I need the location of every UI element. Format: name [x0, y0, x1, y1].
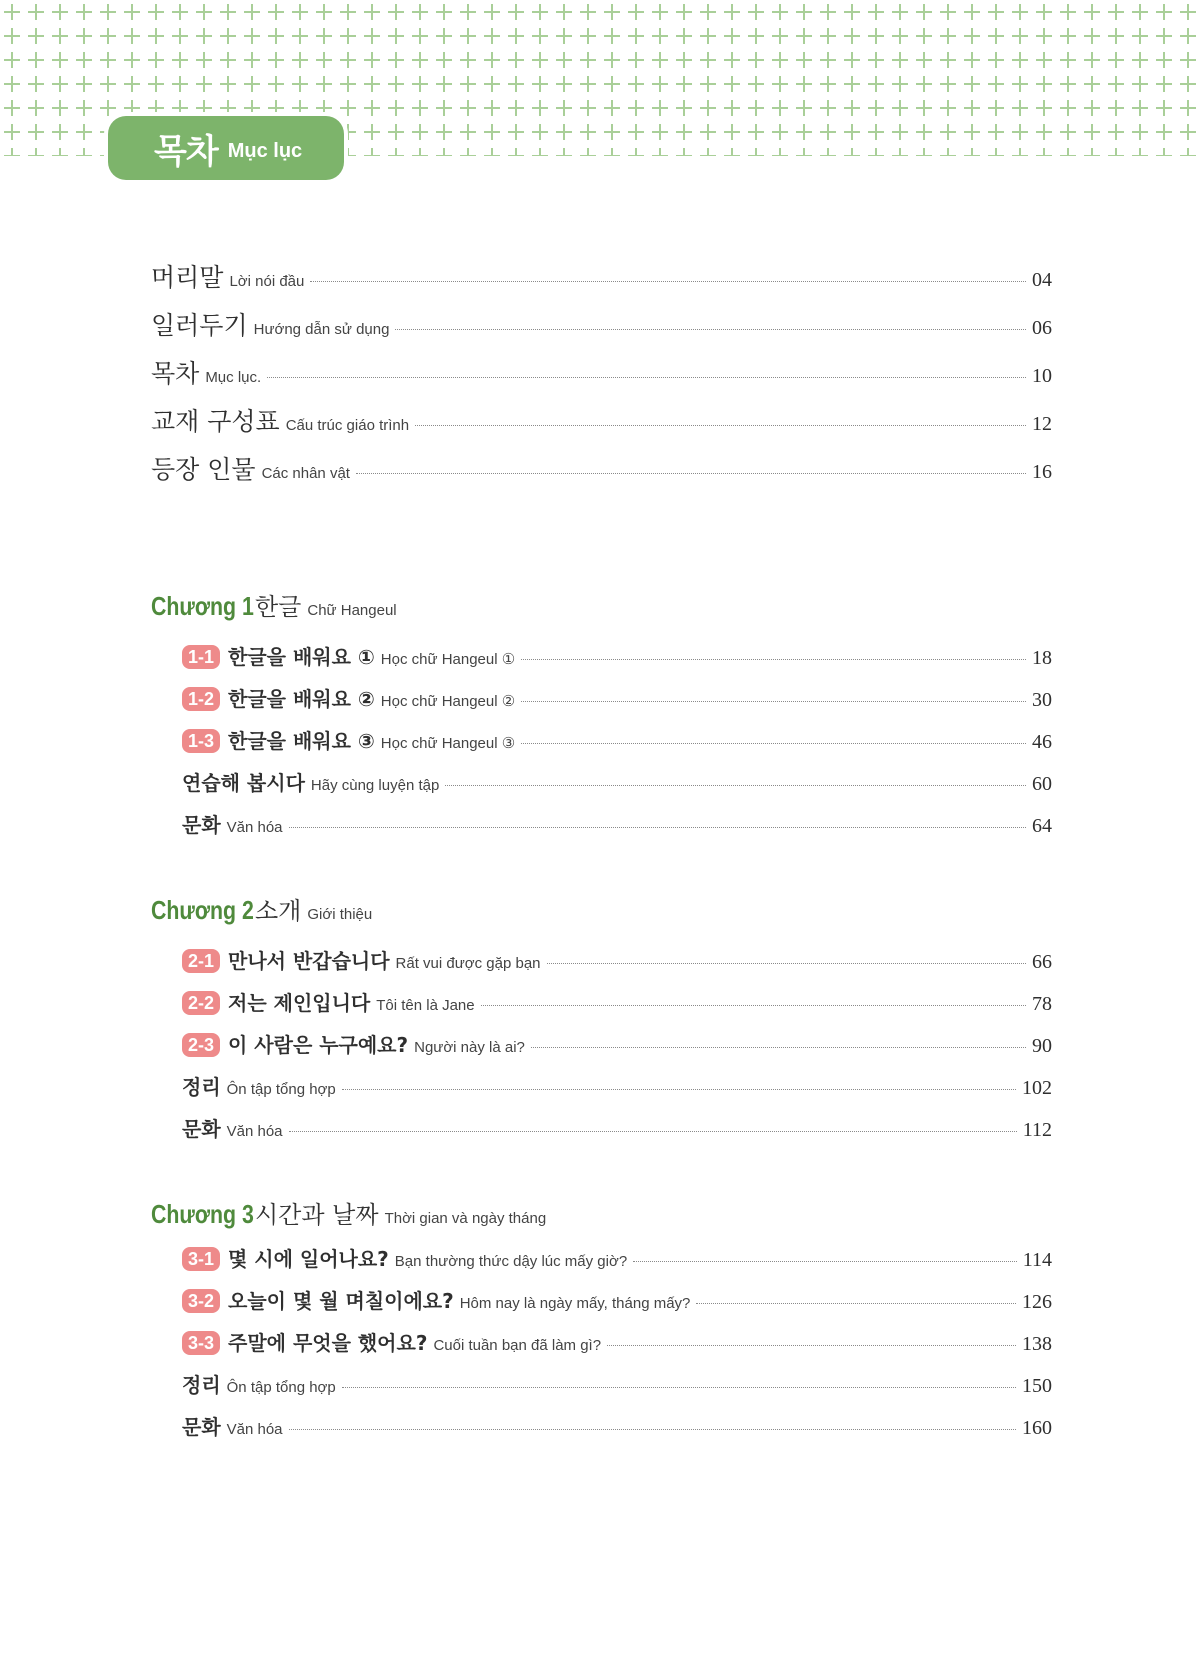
entry-vietnamese: Hôm nay là ngày mấy, tháng mấy? [459, 1295, 691, 1312]
lesson-badge: 1-1 [182, 645, 220, 669]
chapter-label: Chương 2 [151, 895, 254, 925]
page-number: 60 [1032, 773, 1052, 795]
page-number: 04 [1032, 269, 1052, 291]
toc-entry-guide[interactable] [151, 306, 1052, 342]
lesson-badge: 2-1 [182, 949, 220, 973]
chapter-3-heading[interactable] [151, 1195, 546, 1230]
entry-vietnamese: Mục lục. [205, 369, 262, 386]
entry-vietnamese: Lời nói đầu [229, 273, 305, 290]
toc-entry-1-culture[interactable] [182, 809, 1052, 838]
entry-korean: 문화 [182, 1117, 221, 1141]
lesson-badge: 1-3 [182, 729, 220, 753]
chapter-vietnamese: Giới thiệu [307, 906, 373, 923]
toc-entry-structure[interactable] [151, 402, 1052, 438]
toc-entry-contents[interactable] [151, 354, 1052, 390]
entry-vietnamese: Tôi tên là Jane [376, 997, 475, 1014]
lesson-badge: 3-3 [182, 1331, 220, 1355]
entry-korean: 정리 [182, 1373, 221, 1397]
leader-dots [445, 785, 1026, 786]
entry-vietnamese: Ôn tập tổng hợp [226, 1081, 336, 1098]
page-number: 112 [1022, 1119, 1052, 1141]
leader-dots [395, 329, 1026, 330]
chapter-vietnamese: Chữ Hangeul [307, 602, 397, 619]
entry-vietnamese: Cấu trúc giáo trình [285, 417, 410, 434]
chapter-korean: 소개 [255, 897, 302, 925]
toc-entry-2-1[interactable] [182, 945, 1052, 974]
entry-vietnamese: Văn hóa [226, 1123, 283, 1140]
entry-korean: 한글을 배워요 ② [228, 687, 375, 711]
entry-korean: 목차 [151, 359, 200, 388]
leader-dots [289, 827, 1026, 828]
leader-dots [267, 377, 1026, 378]
page-number: 138 [1022, 1333, 1052, 1355]
entry-korean: 문화 [182, 1415, 221, 1439]
leader-dots [481, 1005, 1026, 1006]
page-number: 102 [1022, 1077, 1052, 1099]
entry-korean: 만나서 반갑습니다 [228, 949, 390, 973]
toc-title-tab [108, 116, 344, 180]
entry-vietnamese: Bạn thường thức dậy lúc mấy giờ? [394, 1253, 628, 1270]
toc-entry-2-culture[interactable] [182, 1113, 1052, 1142]
entry-korean: 한글을 배워요 ③ [228, 729, 375, 753]
lesson-badge: 1-2 [182, 687, 220, 711]
toc-entry-1-practice[interactable] [182, 767, 1052, 796]
leader-dots [356, 473, 1026, 474]
leader-dots [521, 659, 1026, 660]
page-number: 160 [1022, 1417, 1052, 1439]
chapter-korean: 한글 [255, 593, 302, 621]
entry-vietnamese: Học chữ Hangeul ② [380, 693, 516, 710]
chapter-label: Chương 1 [151, 591, 254, 621]
leader-dots [633, 1261, 1017, 1262]
entry-korean: 일러두기 [151, 311, 248, 340]
toc-entry-2-2[interactable] [182, 987, 1052, 1016]
entry-vietnamese: Văn hóa [226, 1421, 283, 1438]
page-number: 66 [1032, 951, 1052, 973]
lesson-badge: 3-2 [182, 1289, 220, 1313]
leader-dots [696, 1303, 1016, 1304]
entry-korean: 이 사람은 누구예요? [228, 1033, 409, 1057]
entry-vietnamese: Ôn tập tổng hợp [226, 1379, 336, 1396]
leader-dots [415, 425, 1026, 426]
page-number: 12 [1032, 413, 1052, 435]
lesson-badge: 3-1 [182, 1247, 220, 1271]
entry-vietnamese: Rất vui được gặp bạn [395, 955, 541, 972]
entry-vietnamese: Các nhân vật [261, 465, 350, 482]
chapter-vietnamese: Thời gian và ngày tháng [384, 1210, 547, 1227]
entry-korean: 교재 구성표 [151, 407, 280, 436]
entry-korean: 몇 시에 일어나요? [228, 1247, 389, 1271]
page-number: 46 [1032, 731, 1052, 753]
leader-dots [547, 963, 1026, 964]
leader-dots [342, 1089, 1016, 1090]
leader-dots [289, 1429, 1016, 1430]
toc-entry-characters[interactable] [151, 450, 1052, 486]
page-number: 16 [1032, 461, 1052, 483]
entry-korean: 등장 인물 [151, 455, 256, 484]
entry-korean: 주말에 무엇을 했어요? [228, 1331, 428, 1355]
toc-entry-1-2[interactable] [182, 683, 1052, 712]
page-number: 90 [1032, 1035, 1052, 1057]
entry-korean: 정리 [182, 1075, 221, 1099]
chapter-label: Chương 3 [151, 1199, 254, 1229]
chapter-korean: 시간과 날짜 [255, 1201, 379, 1229]
entry-vietnamese: Người này là ai? [414, 1039, 525, 1056]
leader-dots [310, 281, 1026, 282]
chapter-1-heading[interactable] [151, 587, 397, 622]
toc-entry-1-3[interactable] [182, 725, 1052, 754]
entry-vietnamese: Văn hóa [226, 819, 283, 836]
page-number: 126 [1022, 1291, 1052, 1313]
entry-korean: 한글을 배워요 ① [228, 645, 375, 669]
page-number: 10 [1032, 365, 1052, 387]
entry-korean: 문화 [182, 813, 221, 837]
page-number: 150 [1022, 1375, 1052, 1397]
entry-vietnamese: Hãy cùng luyện tập [310, 777, 440, 794]
leader-dots [521, 701, 1026, 702]
lesson-badge: 2-3 [182, 1033, 220, 1057]
entry-korean: 연습해 봅시다 [182, 771, 305, 795]
toc-title-vietnamese: Mục lục [227, 139, 303, 162]
leader-dots [531, 1047, 1026, 1048]
leader-dots [607, 1345, 1016, 1346]
toc-title-korean: 목차 [154, 131, 218, 172]
page-number: 18 [1032, 647, 1052, 669]
toc-entry-1-1[interactable] [182, 641, 1052, 670]
leader-dots [289, 1131, 1017, 1132]
entry-korean: 저는 제인입니다 [228, 991, 371, 1015]
entry-vietnamese: Học chữ Hangeul ③ [380, 735, 516, 752]
toc-entry-3-2[interactable] [182, 1285, 1052, 1314]
toc-entry-3-1[interactable] [182, 1243, 1052, 1272]
entry-korean: 머리말 [151, 263, 224, 292]
leader-dots [342, 1387, 1016, 1388]
entry-korean: 오늘이 몇 월 며칠이에요? [228, 1289, 454, 1313]
page-number: 64 [1032, 815, 1052, 837]
page-number: 30 [1032, 689, 1052, 711]
toc-entry-preface[interactable] [151, 258, 1052, 294]
toc-entry-3-review[interactable] [182, 1369, 1052, 1398]
page-number: 06 [1032, 317, 1052, 339]
entry-vietnamese: Hướng dẫn sử dụng [253, 321, 390, 338]
toc-entry-3-3[interactable] [182, 1327, 1052, 1356]
toc-entry-2-3[interactable] [182, 1029, 1052, 1058]
toc-entry-2-review[interactable] [182, 1071, 1052, 1100]
lesson-badge: 2-2 [182, 991, 220, 1015]
page-number: 78 [1032, 993, 1052, 1015]
entry-vietnamese: Cuối tuần bạn đã làm gì? [433, 1337, 602, 1354]
leader-dots [521, 743, 1026, 744]
chapter-2-heading[interactable] [151, 891, 372, 926]
page-number: 114 [1022, 1249, 1052, 1271]
toc-entry-3-culture[interactable] [182, 1411, 1052, 1440]
entry-vietnamese: Học chữ Hangeul ① [380, 651, 516, 668]
